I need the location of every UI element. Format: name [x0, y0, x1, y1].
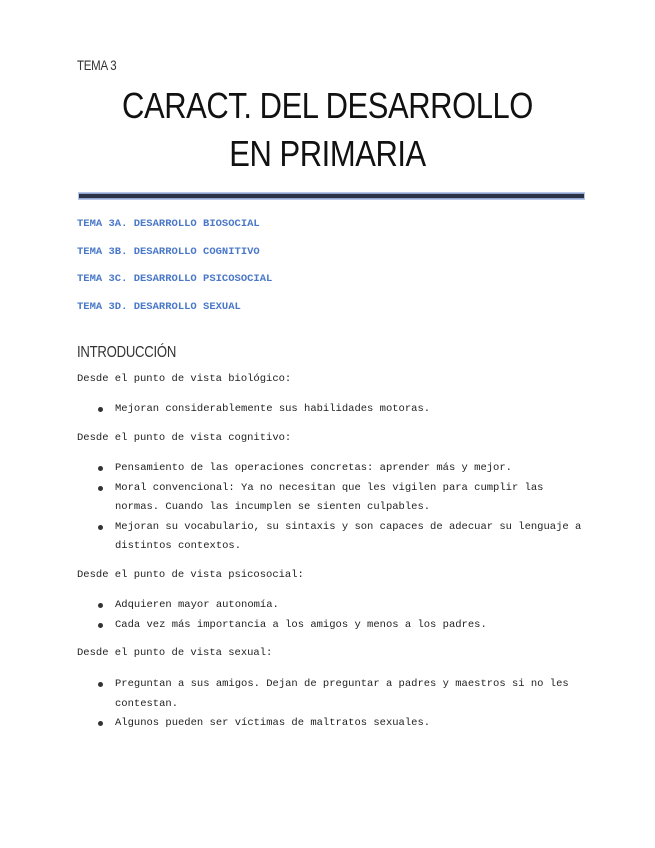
list-item — [96, 714, 586, 734]
paragraph-psicosocial: Desde el punto de vista psicosocial: — [77, 569, 304, 581]
list-item — [96, 596, 586, 616]
list-item — [96, 400, 586, 420]
list-item-text: Cada vez más importancia a los amigos y menos a los padres. — [115, 618, 487, 631]
bullet-icon — [98, 623, 103, 628]
bullet-icon — [98, 603, 103, 608]
paragraph-cognitivo: Desde el punto de vista cognitivo: — [77, 432, 292, 444]
list-item — [96, 518, 586, 557]
paragraph-biologico: Desde el punto de vista biológico: — [77, 373, 292, 385]
bullet-list-cognitivo — [96, 459, 586, 557]
bullet-icon — [98, 721, 103, 726]
bullet-icon — [98, 466, 103, 471]
list-item — [96, 459, 586, 479]
toc-link-psicosocial[interactable]: TEMA 3C. DESARROLLO PSICOSOCIAL — [77, 273, 273, 285]
paragraph-sexual: Desde el punto de vista sexual: — [77, 647, 273, 659]
list-item-text: Adquieren mayor autonomía. — [115, 599, 279, 611]
list-item-text: Preguntan a sus amigos. Dejan de preguntar a padres y maestros si no les contestan. — [115, 678, 569, 710]
toc-link-sexual[interactable]: TEMA 3D. DESARROLLO SEXUAL — [77, 300, 241, 313]
table-of-contents — [77, 216, 272, 326]
list-item-text: Algunos pueden ser víctimas de maltratos sexuales. — [115, 717, 431, 729]
bullet-list-sexual — [96, 675, 586, 734]
list-item — [96, 675, 586, 714]
list-item-text: Pensamiento de las operaciones concretas: aprender más y mejor. — [115, 462, 512, 474]
list-item-text: Moral convencional: Ya no necesitan que les vigilen para cumplir las normas. Cuando las incumplen se sienten culpables. — [115, 481, 544, 513]
bullet-icon — [98, 525, 103, 530]
bullet-icon — [98, 407, 103, 412]
page-title: CARACT. DEL DESARROLLO EN PRIMARIA — [122, 85, 533, 174]
toc-link-biosocial[interactable]: TEMA 3A. DESARROLLO BIOSOCIAL — [77, 218, 260, 230]
list-item — [96, 616, 586, 636]
bullet-list-psicosocial — [96, 596, 586, 635]
toc-link-cognitivo[interactable]: TEMA 3B. DESARROLLO COGNITIVO — [77, 245, 260, 258]
topic-label: TEMA 3 — [77, 57, 117, 73]
list-item — [96, 479, 586, 518]
bullet-icon — [98, 682, 103, 687]
bullet-icon — [98, 486, 103, 491]
list-item-text: Mejoran considerablemente sus habilidades motoras. — [115, 403, 431, 415]
section-heading-introduccion: INTRODUCCIÓN — [77, 344, 177, 361]
title-divider — [79, 193, 584, 199]
list-item-text: Mejoran su vocabulario, su sintaxis y son capaces de adecuar su lenguaje a distintos contextos. — [115, 520, 582, 552]
bullet-list-biologico — [96, 400, 586, 420]
